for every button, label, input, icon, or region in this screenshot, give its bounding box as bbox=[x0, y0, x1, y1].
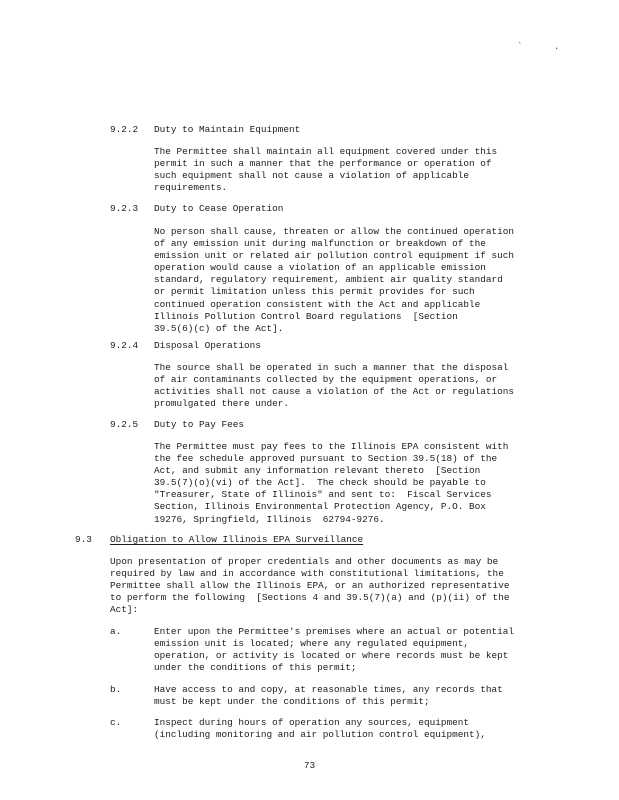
list-item-label: a. bbox=[110, 626, 122, 637]
section-body: The Permittee shall maintain all equipment covered under this permit in such a manner that the performance or operation of such equipment shall not cause a violation of applicable requirements. bbox=[154, 146, 498, 194]
section-heading: Duty to Maintain Equipment bbox=[154, 124, 301, 135]
list-item-label: c. bbox=[110, 717, 122, 728]
section-number: 9.2.4 bbox=[110, 340, 139, 351]
list-item-text: Enter upon the Permittee's premises where an actual or potential emission unit is located; where any regulated equipment, operation, or activity is located or where records must be kept under the conditions of this permit; bbox=[154, 626, 515, 674]
section-body: No person shall cause, threaten or allow the continued operation of any emission unit during malfunction or breakdown of the emission unit or related air pollution control equipment if such operation would cause a violation of an applicable emission standard, regulatory requirement, ambient air quality standard or permit limitation unless this permit provides for such continued operation consistent with the Act and applicable Illinois Pollution Control Board regulations [Section 39.5(6)(c) of the Act]. bbox=[154, 226, 515, 334]
section-number: 9.2.3 bbox=[110, 203, 139, 214]
section-number: 9.3 bbox=[75, 534, 92, 545]
section-heading: Disposal Operations bbox=[154, 340, 261, 351]
section-body: The source shall be operated in such a manner that the disposal of air contaminants collected by the equipment operations, or activities shall not cause a violation of the Act or regulations promulgated there under. bbox=[154, 362, 515, 410]
section-number: 9.2.2 bbox=[110, 124, 139, 135]
section-heading: Duty to Cease Operation bbox=[154, 203, 284, 214]
list-item-text: Inspect during hours of operation any sources, equipment (including monitoring and air pollution control equipment), bbox=[154, 717, 486, 741]
page-number: 73 bbox=[303, 760, 316, 771]
scan-mark-left: ` bbox=[517, 42, 523, 52]
section-intro: Upon presentation of proper credentials and other documents as may be required by law and in accordance with constitutional limitations, the Permittee shall allow the Illinois EPA, or an authorized representative to perform the following [Sections 4 and 39.5(7)(a) and (p)(ii) of the Act]: bbox=[110, 556, 510, 616]
list-item-text: Have access to and copy, at reasonable times, any records that must be kept under the conditions of this permit; bbox=[154, 684, 503, 708]
list-item-label: b. bbox=[110, 684, 122, 695]
scan-mark-right: . bbox=[554, 42, 560, 52]
section-body: The Permittee must pay fees to the Illinois EPA consistent with the fee schedule approved pursuant to Section 39.5(18) of the Act, and submit any information relevant thereto [Section 39.5(7)(o)(vi) of the Act]. The check should be payable to "Treasurer, State of Illinois" and sent to: Fiscal Services Section, Illinois Environmental Protection Agency, P.O. Box 19276, Springfield, Illinois 62794-9276. bbox=[154, 441, 509, 525]
section-number: 9.2.5 bbox=[110, 419, 139, 430]
section-heading: Obligation to Allow Illinois EPA Surveillance bbox=[110, 534, 364, 545]
section-heading: Duty to Pay Fees bbox=[154, 419, 245, 430]
